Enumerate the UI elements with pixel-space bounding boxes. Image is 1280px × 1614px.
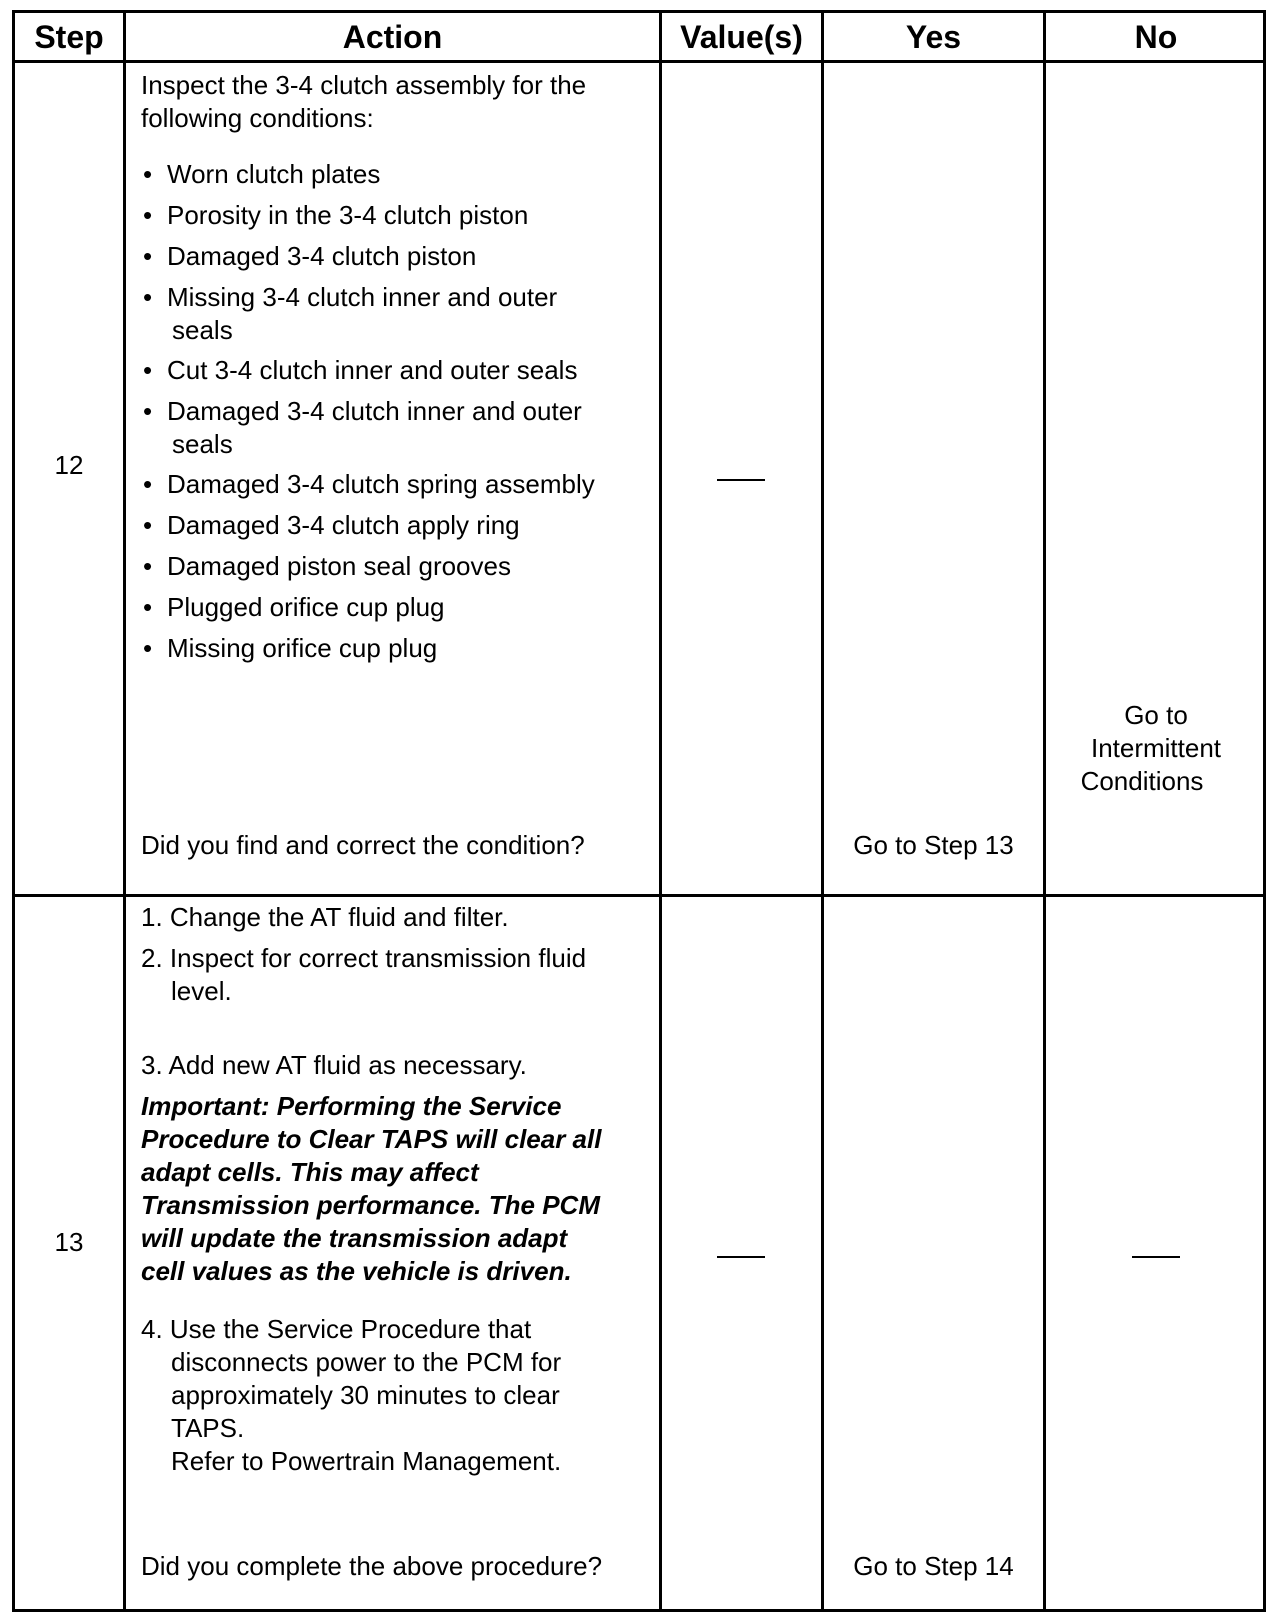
row-12-intro-line2: following conditions: xyxy=(141,103,374,133)
row-divider xyxy=(15,894,1263,897)
important-note-line: adapt cells. This may affect xyxy=(141,1157,479,1187)
row-12-no-line1: Go to xyxy=(1124,700,1188,730)
header-step: Step xyxy=(34,18,104,55)
row-12-yes: Go to Step 13 xyxy=(853,830,1014,860)
row-12-values-dash xyxy=(717,479,765,481)
col-divider-step xyxy=(123,13,126,1609)
row-12-bullet: Damaged 3-4 clutch piston xyxy=(167,241,477,271)
row-12-bullet: Damaged piston seal grooves xyxy=(167,551,511,581)
bullet-dot: • xyxy=(143,200,153,230)
col-divider-values xyxy=(821,13,824,1609)
row-12-bullet-continuation: seals xyxy=(172,315,233,345)
row-12-bullet: Damaged 3-4 clutch apply ring xyxy=(167,510,520,540)
col-divider-yes xyxy=(1043,13,1046,1609)
row-12-bullet: Damaged 3-4 clutch inner and outer xyxy=(167,396,582,426)
row-13-step2-line1: 2. Inspect for correct transmission fluid xyxy=(141,943,587,973)
row-12-bullet: Missing orifice cup plug xyxy=(167,633,438,663)
header-action: Action xyxy=(342,18,443,55)
row-12-step: 12 xyxy=(54,450,84,480)
row-12-bullet: Damaged 3-4 clutch spring assembly xyxy=(167,469,595,499)
bullet-dot: • xyxy=(143,551,153,581)
header-values: Value(s) xyxy=(680,18,803,55)
row-13-step3: 3. Add new AT fluid as necessary. xyxy=(141,1050,527,1080)
row-13-step2-line2: level. xyxy=(171,976,232,1006)
important-note-line: Transmission performance. The PCM xyxy=(141,1190,600,1220)
col-divider-action xyxy=(659,13,662,1609)
bullet-dot: • xyxy=(143,355,153,385)
row-12-bullet: Worn clutch plates xyxy=(167,159,381,189)
header-yes: Yes xyxy=(905,18,962,55)
row-12-bullet-continuation: seals xyxy=(172,429,233,459)
row-13-step4-line: Refer to Powertrain Management. xyxy=(171,1446,562,1476)
important-note-line: will update the transmission adapt xyxy=(141,1223,568,1253)
row-12-no-line2: Intermittent xyxy=(1090,733,1222,763)
row-13-step1: 1. Change the AT fluid and filter. xyxy=(141,902,509,932)
row-12-bullet: Plugged orifice cup plug xyxy=(167,592,445,622)
row-12-bullet: Cut 3-4 clutch inner and outer seals xyxy=(167,355,578,385)
bullet-dot: • xyxy=(143,592,153,622)
bullet-dot: • xyxy=(143,396,153,426)
row-13-question: Did you complete the above procedure? xyxy=(141,1551,603,1581)
bullet-dot: • xyxy=(143,510,153,540)
procedure-table xyxy=(12,10,1266,1612)
row-12-bullet: Porosity in the 3-4 clutch piston xyxy=(167,200,529,230)
bullet-dot: • xyxy=(143,282,153,312)
row-13-step4-line: 4. Use the Service Procedure that xyxy=(141,1314,532,1344)
bullet-dot: • xyxy=(143,159,153,189)
header-no: No xyxy=(1134,18,1178,55)
row-13-step4-line: disconnects power to the PCM for xyxy=(171,1347,562,1377)
row-13-values-dash xyxy=(717,1256,765,1258)
row-12-question: Did you find and correct the condition? xyxy=(141,830,585,860)
important-note-line: Procedure to Clear TAPS will clear all xyxy=(141,1124,602,1154)
row-13-step: 13 xyxy=(54,1227,84,1257)
row-12-bullet: Missing 3-4 clutch inner and outer xyxy=(167,282,558,312)
row-12-intro-line1: Inspect the 3-4 clutch assembly for the xyxy=(141,70,587,100)
row-13-yes: Go to Step 14 xyxy=(853,1551,1014,1581)
row-13-step4-line: TAPS. xyxy=(171,1413,245,1443)
important-note-line: Important: Performing the Service xyxy=(141,1091,562,1121)
important-note-line: cell values as the vehicle is driven. xyxy=(141,1256,572,1286)
row-13-step4-line: approximately 30 minutes to clear xyxy=(171,1380,560,1410)
row-12-no-line3: Conditions xyxy=(1080,766,1204,796)
bullet-dot: • xyxy=(143,241,153,271)
bullet-dot: • xyxy=(143,633,153,663)
row-13-no-dash xyxy=(1132,1256,1180,1258)
bullet-dot: • xyxy=(143,469,153,499)
